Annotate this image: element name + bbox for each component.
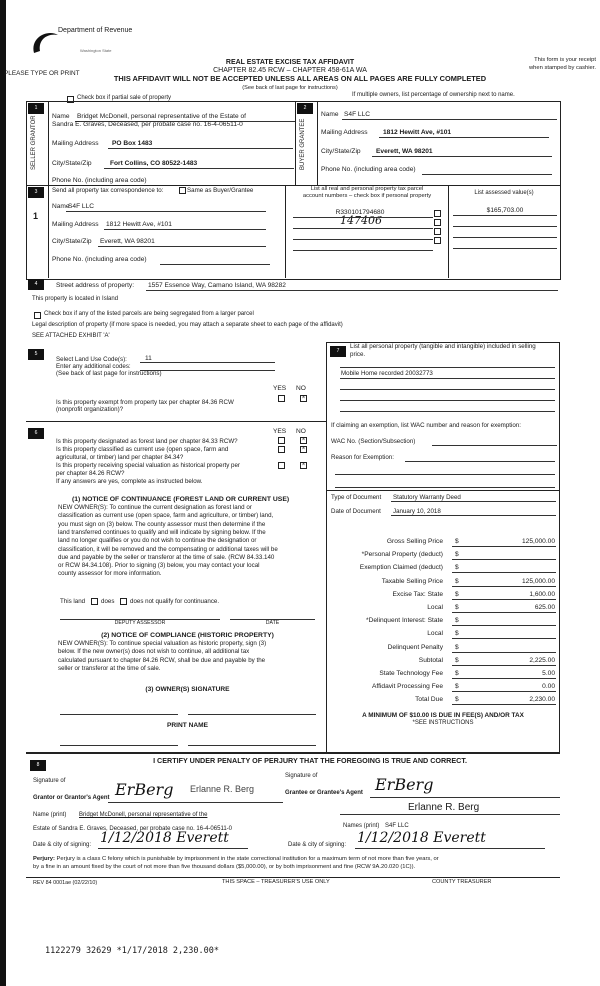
divider <box>326 490 560 491</box>
buyer-mail-label: Mailing Address <box>321 129 368 136</box>
notice-line: land no longer qualifies or you do not wish to continue the designation or <box>58 537 257 545</box>
buyer-mail[interactable]: 1812 Hewitt Ave, #101 <box>383 129 452 136</box>
continuance-title: (1) NOTICE OF CONTINUANCE (FOREST LAND OR CURRENT USE) <box>72 496 290 503</box>
currency-symbol: $ <box>455 683 459 691</box>
perjury-text-2: by a fine in an amount fixed by the court of not more than five thousand dollars ($5,000.00), or by both imprisonment and fine (RCW 9A.20.020 (1C)). <box>33 864 416 870</box>
exempt-question: Is this property exempt from property tax per chapter 84.36 RCW <box>56 399 234 406</box>
notice-line: classification as current use (open space, farm and agriculture, or timber) land, <box>58 512 274 520</box>
underline <box>293 239 433 240</box>
underline <box>452 691 556 692</box>
section-number: 7 <box>330 346 346 357</box>
underline <box>293 228 433 229</box>
underline <box>370 797 560 798</box>
currency-symbol: $ <box>455 538 459 545</box>
amount-label: Local <box>427 604 443 611</box>
property-location: This property is located in Island <box>32 296 119 302</box>
seller-side-label: SELLER GRANTOR <box>31 115 37 170</box>
compliance-title: (2) NOTICE OF COMPLIANCE (HISTORIC PROPERTY) <box>101 632 274 639</box>
grantee-typed-name: Erlanne R. Berg <box>408 802 480 813</box>
corr-name[interactable]: S4F LLC <box>68 203 95 210</box>
currency-symbol: $ <box>455 551 459 559</box>
corr-name-label: Name <box>52 203 70 210</box>
buyer-side-label: BUYER GRANTEE <box>300 118 306 170</box>
perjury-text: Perjury is a class C felony which is punishable by imprisonment in the state correctional institution for a maximum term of not more than five years, or <box>56 856 439 862</box>
underline <box>293 250 433 251</box>
amount-label: *Personal Property (deduct) <box>361 551 443 559</box>
personal-property-label: List all personal property (tangible and intangible) included in selling <box>350 343 536 350</box>
underline <box>335 474 555 475</box>
section-number: 6 <box>28 428 44 439</box>
street-address[interactable]: 1557 Essence Way, Camano Island, WA 98282 <box>148 282 286 289</box>
underline <box>452 572 556 573</box>
amount-value: 2,230.00 <box>529 696 555 704</box>
currency-symbol: $ <box>455 696 459 704</box>
exempt-yes-checkbox[interactable] <box>278 395 285 402</box>
same-as-buyer-label: Same as Buyer/Grantee <box>187 187 254 194</box>
amount-label: Excise Tax: State <box>392 590 443 598</box>
underline <box>391 515 556 516</box>
personal-property-checkbox[interactable] <box>434 210 441 217</box>
print-name-title: PRINT NAME <box>166 722 209 729</box>
amount-label: Delinquent Penalty <box>387 643 443 651</box>
currency-symbol: $ <box>455 617 459 625</box>
grantor-name-print-2[interactable]: Estate of Sandra E. Graves, Deceased, per probate case no. 16-4-06511-0 <box>33 826 233 832</box>
partial-sale-label: Check box if partial sale of property <box>77 95 172 101</box>
underline <box>452 704 556 705</box>
land-use-code[interactable]: 11 <box>145 355 152 362</box>
divider <box>295 101 296 185</box>
seller-city[interactable]: Fort Collins, CO 80522-1483 <box>110 160 198 167</box>
underline <box>453 237 557 238</box>
forest-question: Is this property designated as forest land per chapter 84.33 RCW? <box>56 438 238 445</box>
no-header: NO <box>296 428 306 435</box>
owner-signature-line <box>60 714 178 715</box>
legal-description-label: Legal description of property (if more space is needed, you may attach a separate sheet to each page of the affidavit) <box>32 322 343 328</box>
underline <box>108 148 293 149</box>
notice-line: or RCW 84.34.108). Prior to signing (3) below, you may contact your local <box>58 562 260 570</box>
amount-label: State Technology Fee <box>379 670 443 677</box>
amount-value: 0.00 <box>542 683 555 691</box>
underline <box>98 848 248 849</box>
underline <box>335 487 555 488</box>
parcel-number-handwritten[interactable]: 147406 <box>340 214 382 227</box>
personal-property-checkbox[interactable] <box>434 237 441 244</box>
corr-mail-label: Mailing Address <box>52 221 99 228</box>
segregated-checkbox[interactable] <box>34 312 41 319</box>
deputy-assessor-label: DEPUTY ASSESSOR <box>114 620 166 626</box>
parcels-header: List all real and personal property tax parcel <box>310 186 424 192</box>
grantor-agent-label: Grantor or Grantor's Agent <box>33 795 110 801</box>
dor-logo: Department of Revenue Washington State <box>30 27 110 63</box>
yes-instructions: If any answers are yes, complete as instructed below. <box>56 478 203 485</box>
land-use-label: Select Land Use Code(s): <box>56 356 127 363</box>
buyer-phone-label: Phone No. (including area code) <box>321 166 416 173</box>
does-label: does <box>101 598 115 605</box>
section-number: 2 <box>297 103 313 114</box>
name-print-label: Name (print) <box>33 812 67 818</box>
currency-symbol: $ <box>455 564 459 572</box>
underline <box>340 814 560 815</box>
amount-value: 1,600.00 <box>529 590 555 598</box>
amount-label: Exemption Claimed (deduct) <box>359 564 443 572</box>
underline <box>452 612 556 613</box>
currency-symbol: $ <box>455 656 459 664</box>
receipt-note: This form is your receipt <box>534 57 596 63</box>
underline <box>452 625 556 626</box>
section-number: 4 <box>28 279 44 290</box>
form-title: REAL ESTATE EXCISE TAX AFFIDAVIT <box>225 59 355 66</box>
underline <box>452 586 556 587</box>
grantee-agent-label: Grantee or Grantee's Agent <box>285 790 363 796</box>
notice-line: calculated pursuant to chapter 84.26 RCW, shall be due and payable by the <box>58 656 266 664</box>
logo-swoosh-icon <box>30 29 60 59</box>
underline <box>160 264 270 265</box>
grantor-typed-name: Erlanne R. Berg <box>190 784 255 794</box>
segregated-label: Check box if any of the listed parcels are being segregated from a larger parcel <box>44 311 254 317</box>
amount-label: Affidavit Processing Fee <box>372 683 443 691</box>
amount-value: 5.00 <box>542 670 555 677</box>
reason-label: Reason for Exemption: <box>331 454 394 461</box>
yes-header: YES <box>273 428 287 435</box>
underline <box>452 652 556 653</box>
underline <box>453 248 557 249</box>
forest-no-checkbox-checked[interactable]: × <box>301 437 306 443</box>
forest-yes-checkbox[interactable] <box>278 437 285 444</box>
currency-symbol: $ <box>455 577 459 585</box>
yes-header: YES <box>273 385 287 392</box>
corr-city[interactable]: Everett, WA 98201 <box>100 238 155 245</box>
underline <box>405 461 555 462</box>
please-type: PLEASE TYPE OR PRINT <box>4 70 80 77</box>
notice-line: due and payable by the seller or transferor at the time of sale. (RCW 84.33.140 <box>58 553 275 561</box>
underline <box>453 226 557 227</box>
doc-date-label: Date of Document <box>331 508 381 515</box>
underline <box>452 665 556 666</box>
treasurer-space-label: THIS SPACE – TREASURER'S USE ONLY <box>222 879 330 885</box>
divider <box>317 101 318 185</box>
personal-property-label-2: price. <box>350 351 366 358</box>
notice-line: county assessor for more information. <box>58 570 162 578</box>
row-number: 1 <box>33 211 39 221</box>
underline <box>452 599 556 600</box>
legal-description[interactable]: SEE ATTACHED EXHIBIT 'A' <box>32 333 110 339</box>
underline <box>146 290 558 291</box>
receipt-note-2: when stamped by cashier. <box>528 65 596 71</box>
notice-line: you must sign on (3) below. The county assessor must then determine if the <box>58 520 266 528</box>
underline <box>422 174 552 175</box>
form-revision: REV 84 0001ae (02/22/10) <box>33 880 98 886</box>
personal-property-item[interactable]: Mobile Home recorded 20032773 <box>341 370 433 377</box>
historic-question: Is this property receiving special valuation as historical property per <box>56 462 240 469</box>
section-number: 1 <box>28 103 44 114</box>
underline <box>355 848 545 849</box>
notice-line: NEW OWNER(S): To continue the current designation as forest land or <box>58 504 252 511</box>
amount-label: Gross Selling Price <box>386 538 443 545</box>
street-label: Street address of property: <box>56 282 135 289</box>
exemption-label: If claiming an exemption, list WAC number and reason for exemption: <box>331 422 521 429</box>
buyer-city-label: City/State/Zip <box>321 148 361 155</box>
current-use-question: Is this property classified as current use (open space, farm and <box>56 446 229 453</box>
seller-name-2[interactable]: Sandra E. Graves, Deceased, per probate case no. 16-4-06511-0 <box>52 121 243 128</box>
certify-title: I CERTIFY UNDER PENALTY OF PERJURY THAT THE FOREGOING IS TRUE AND CORRECT. <box>153 756 467 765</box>
seller-phone-label: Phone No. (including area code) <box>52 177 147 184</box>
amount-label: Taxable Selling Price <box>381 577 443 585</box>
underline <box>66 211 266 212</box>
multiple-owners-note: If multiple owners, list percentage of ownership next to name. <box>352 92 515 98</box>
underline <box>104 168 294 169</box>
divider <box>559 342 560 752</box>
minimum-notice: A MINIMUM OF $10.00 IS DUE IN FEE(S) AND/OR TAX <box>362 712 524 719</box>
underline <box>293 217 433 218</box>
notice-line: NEW OWNER(S): To continue special valuation as historic property, sign (3) <box>58 640 267 647</box>
perjury-label: Perjury: <box>33 856 55 862</box>
form-warning: THIS AFFIDAVIT WILL NOT BE ACCEPTED UNLESS ALL AREAS ON ALL PAGES ARE FULLY COMPLETED <box>113 74 487 83</box>
divider <box>26 877 560 878</box>
amount-value: 125,000.00 <box>521 577 555 585</box>
amount-label: Total Due <box>415 696 443 704</box>
divider <box>448 185 449 278</box>
grantor-sig-label: Signature of <box>33 778 66 784</box>
grantee-name-print[interactable]: S4F LLC <box>385 823 409 829</box>
county-treasurer-label: COUNTY TREASURER <box>432 879 492 885</box>
names-print-label: Names (print) <box>343 823 380 829</box>
seller-mail[interactable]: PO Box 1483 <box>112 140 153 147</box>
underline <box>340 411 555 412</box>
underline <box>340 378 555 379</box>
seller-name-1[interactable]: Bridget McDonell, personal representative of the Estate of <box>77 113 246 120</box>
form-chapter: CHAPTER 82.45 RCW – CHAPTER 458-61A WA <box>213 67 367 74</box>
wac-label: WAC No. (Section/Subsection) <box>331 438 416 445</box>
underline <box>452 678 556 679</box>
grantee-signature[interactable]: ErBerg <box>375 775 434 794</box>
see-back: (See back of last page for instructions) <box>242 85 338 91</box>
divider <box>26 421 326 422</box>
currency-symbol: $ <box>455 590 459 598</box>
owner-signature-title: (3) OWNER(S) SIGNATURE <box>145 686 230 693</box>
divider <box>26 752 560 754</box>
underline <box>452 546 556 547</box>
grantor-signature[interactable]: ErBerg <box>115 780 174 799</box>
grantee-date-city[interactable]: 1/12/2018 Everett <box>357 830 486 846</box>
underline <box>453 215 557 216</box>
underline <box>452 638 556 639</box>
amount-value: 2,225.00 <box>529 656 555 664</box>
divider <box>326 342 327 752</box>
buyer-name-label: Name <box>321 111 339 118</box>
historic-question-2: per chapter 84.26 RCW? <box>56 470 125 477</box>
grantee-date-city-label: Date & city of signing: <box>288 842 347 848</box>
currency-symbol: $ <box>455 643 459 651</box>
seller-city-label: City/State/Zip <box>52 160 92 167</box>
personal-property-checkbox[interactable] <box>434 219 441 226</box>
divider <box>48 101 49 278</box>
underline <box>98 246 266 247</box>
corr-city-label: City/State/Zip <box>52 238 92 245</box>
additional-codes-label: Enter any additional codes: <box>56 363 131 370</box>
underline <box>391 501 556 502</box>
parcel-number[interactable]: R330101794680 <box>335 209 385 216</box>
currency-symbol: $ <box>455 630 459 638</box>
historic-no-checkbox-checked[interactable]: × <box>301 462 306 468</box>
assessor-date-label: DATE <box>265 620 280 626</box>
amount-label: Subtotal <box>418 656 443 664</box>
current-use-question-2: agricultural, or timber) land per chapter 84.34? <box>56 454 184 461</box>
land-use-see-back: (See back of last page for instructions) <box>56 370 162 377</box>
notice-line: below. If the new owner(s) does not wish to continue, all additional tax <box>58 648 250 656</box>
seller-mail-label: Mailing Address <box>52 140 99 147</box>
underline <box>379 137 549 138</box>
amount-value: 625.00 <box>534 604 555 611</box>
historic-yes-checkbox[interactable] <box>278 462 285 469</box>
print-name-line <box>188 745 316 746</box>
see-instructions: *SEE INSTRUCTIONS <box>412 720 474 726</box>
section-number: 8 <box>30 760 46 771</box>
assessed-value[interactable]: $165,703.00 <box>486 207 524 214</box>
underline <box>432 445 557 446</box>
underline <box>104 229 266 230</box>
scan-edge <box>0 0 6 986</box>
underline <box>340 367 555 368</box>
this-land-label: This land <box>60 598 86 605</box>
section-number: 5 <box>28 349 44 360</box>
grantor-date-city-label: Date & city of signing: <box>33 842 92 848</box>
corr-phone-label: Phone No. (including area code) <box>52 256 147 263</box>
underline <box>372 156 552 157</box>
amount-label: *Delinquent Interest: State <box>366 617 443 625</box>
owner-signature-line <box>188 714 316 715</box>
doc-type-label: Type of Document <box>331 494 382 501</box>
notice-line: classification, it will be removed and the compensating or additional taxes will be <box>58 545 278 553</box>
underline <box>342 119 557 120</box>
section-number: 3 <box>28 187 44 198</box>
print-name-line <box>60 745 178 746</box>
underline <box>340 389 555 390</box>
corr-mail[interactable]: 1812 Hewitt Ave, #101 <box>106 221 172 228</box>
exempt-no-checkbox-checked[interactable]: × <box>301 395 306 401</box>
assessed-header: List assessed value(s) <box>474 190 534 196</box>
underline <box>340 400 555 401</box>
doc-date[interactable]: January 10, 2018 <box>393 508 441 515</box>
buyer-name[interactable]: S4F LLC <box>344 111 371 118</box>
qualifies-checkbox[interactable] <box>91 598 98 605</box>
grantor-date-city[interactable]: 1/12/2018 Everett <box>100 830 229 846</box>
notice-line: seller or transferor at the time of sale. <box>58 664 161 672</box>
grantee-sig-label: Signature of <box>285 773 318 779</box>
amount-label: Local <box>427 630 443 638</box>
seller-name-label: Name <box>52 113 70 120</box>
buyer-city[interactable]: Everett, WA 98201 <box>376 148 433 155</box>
parcels-header-2: account numbers – check box if personal property <box>302 193 432 199</box>
exempt-question-2: (nonprofit organization)? <box>56 406 124 413</box>
currency-symbol: $ <box>455 670 459 677</box>
amount-value: 125,000.00 <box>521 538 555 545</box>
does-not-qualify-checkbox[interactable] <box>120 598 127 605</box>
same-as-buyer-checkbox[interactable] <box>179 187 186 194</box>
current-use-yes-checkbox[interactable] <box>278 446 285 453</box>
current-use-no-checkbox-checked[interactable]: × <box>301 446 306 452</box>
currency-symbol: $ <box>455 604 459 611</box>
doc-type[interactable]: Statutory Warranty Deed <box>393 494 461 501</box>
underline <box>140 362 275 363</box>
underline <box>108 802 283 803</box>
cashier-stamp: 1122279 32629 *1/17/2018 2,230.00* <box>45 946 219 956</box>
personal-property-checkbox[interactable] <box>434 228 441 235</box>
grantor-name-print[interactable]: Bridget McDonell, personal representative of the <box>79 812 208 818</box>
does-not-label: does not qualify for continuance. <box>130 598 220 605</box>
no-header: NO <box>296 385 306 392</box>
underline <box>452 559 556 560</box>
notice-line: land transferred continues to qualify and will indicate by signing below. If the <box>58 528 266 536</box>
send-correspondence-label: Send all property tax correspondence to: <box>52 187 164 194</box>
